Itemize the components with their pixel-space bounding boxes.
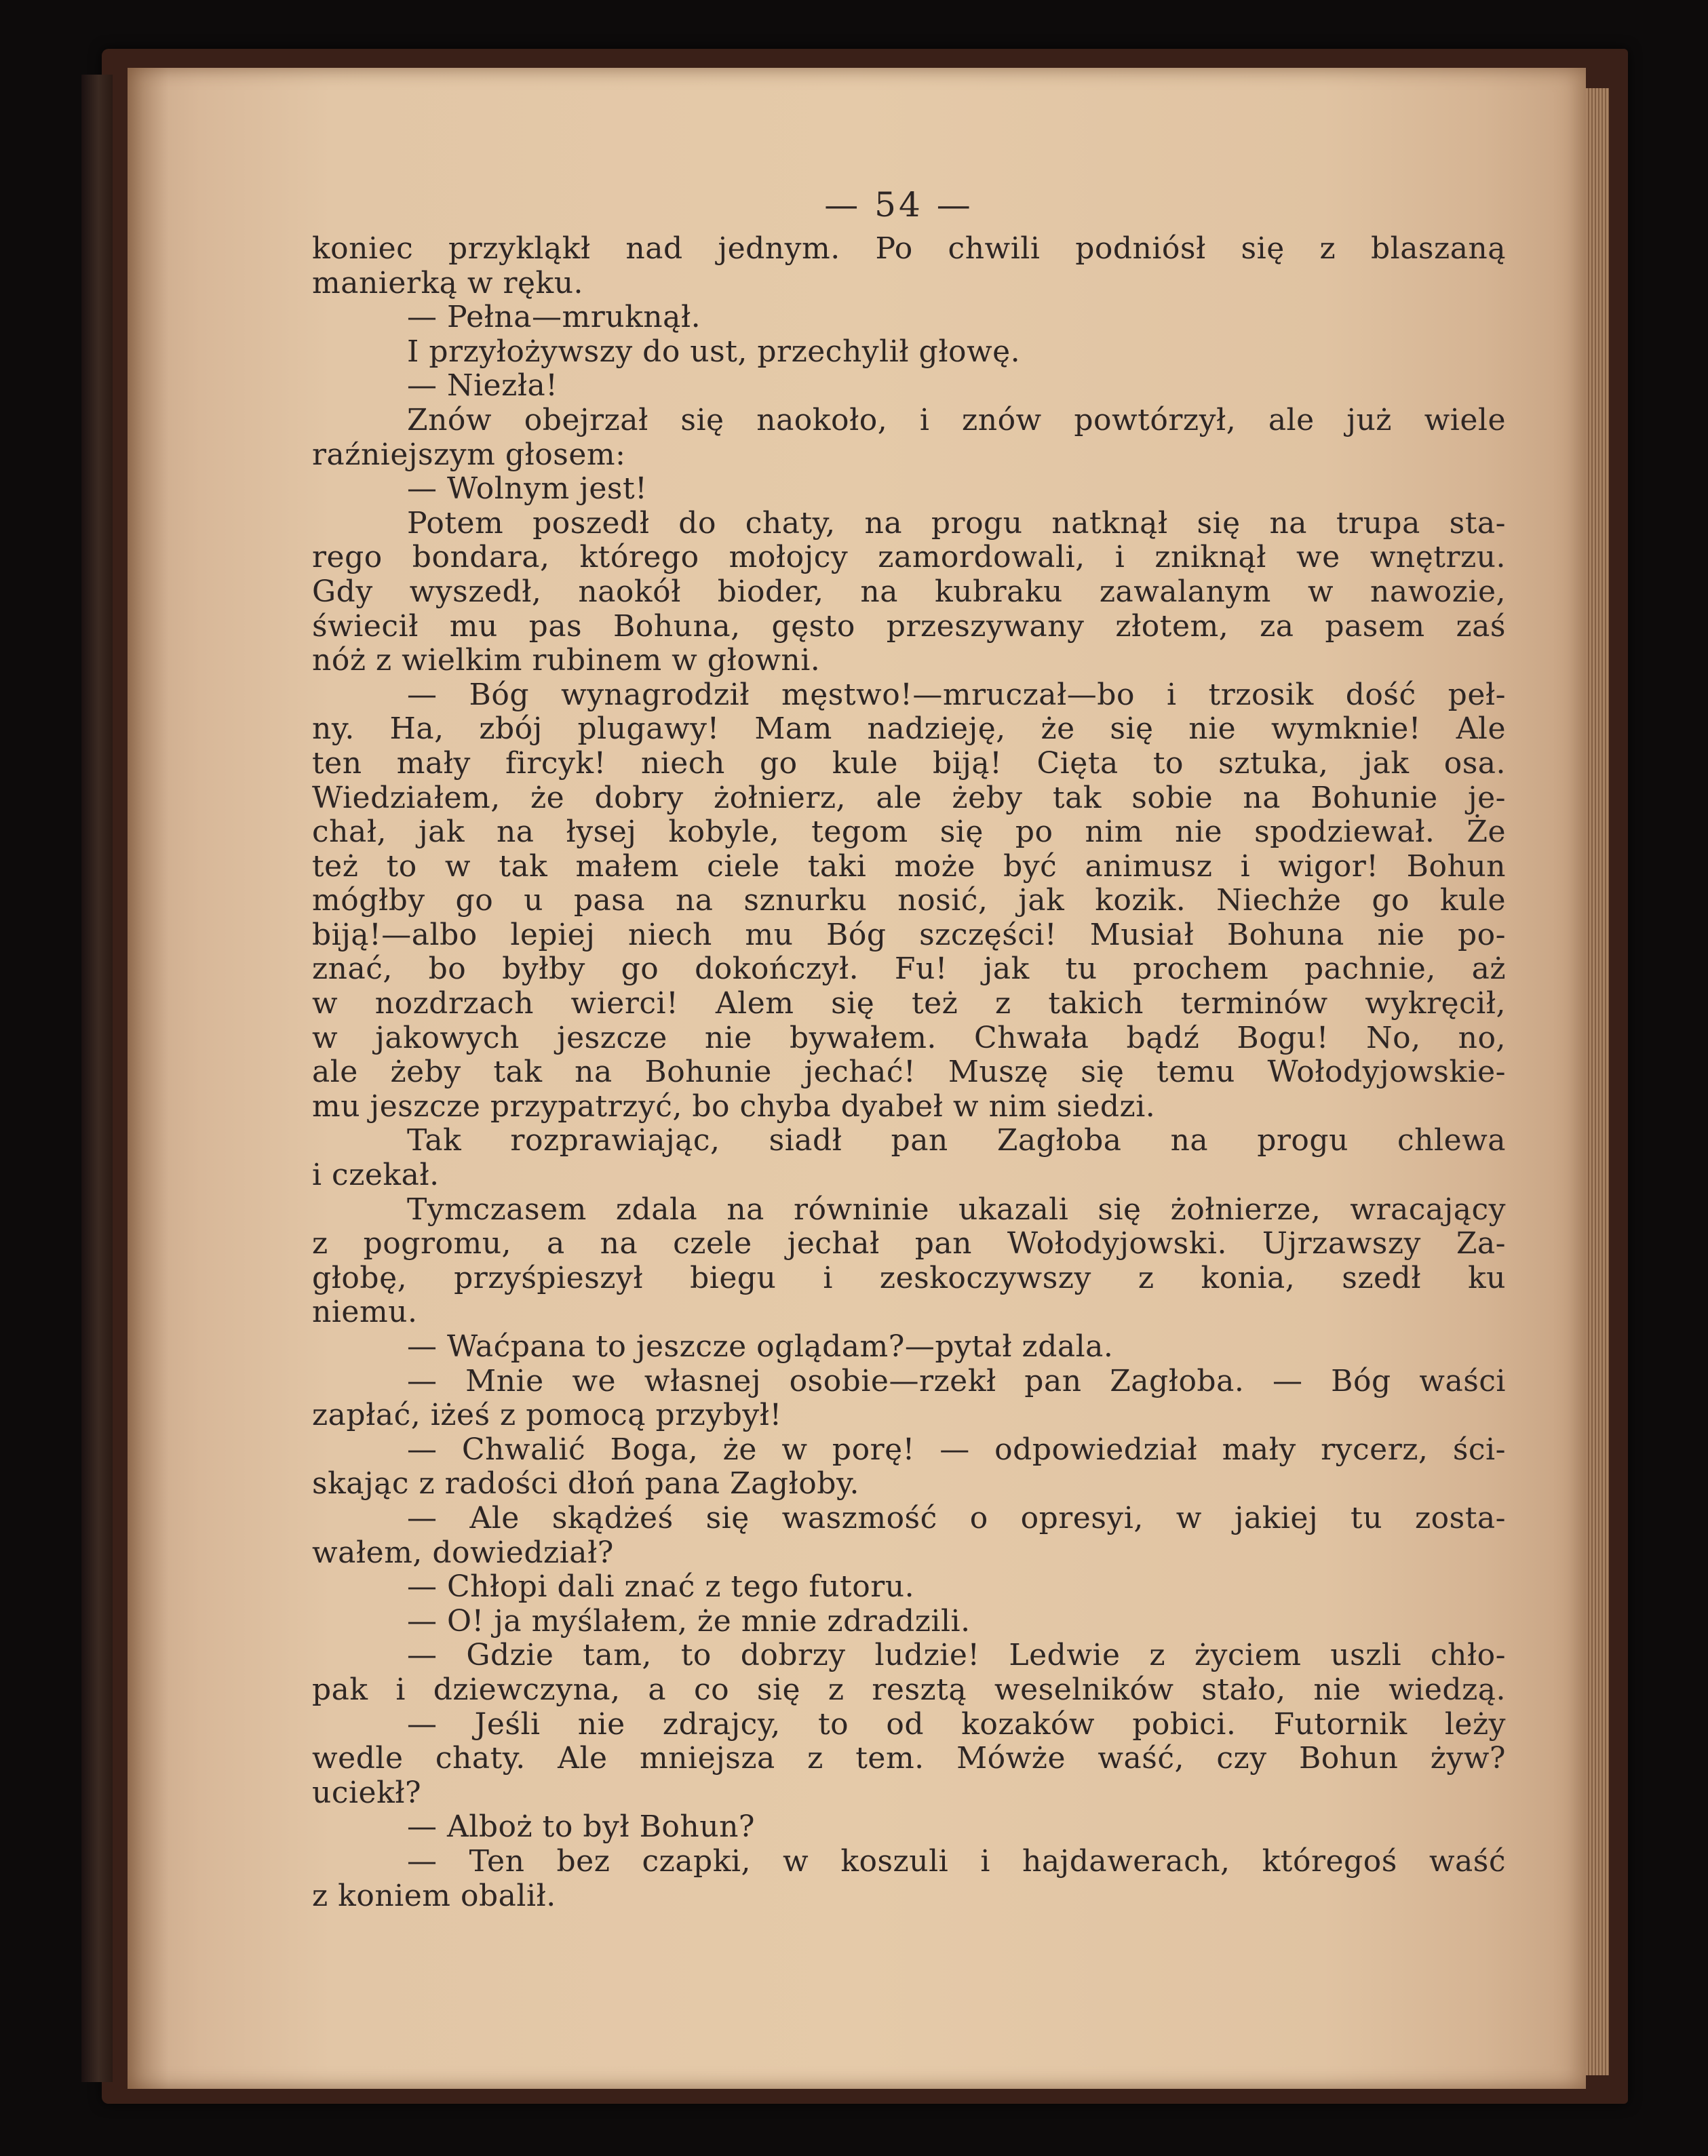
text-line: z pogromu, a na czele jechał pan Wołodyjowski. Ujrzawszy Za- [312, 1226, 1506, 1261]
text-line: ten mały fircyk! niech go kule biją! Cięta to sztuka, jak osa. [312, 745, 1506, 781]
text-line: Tak rozprawiając, siadł pan Zagłoba na progu chlewa [407, 1123, 1506, 1158]
page-stack-edges [1586, 88, 1609, 2075]
text-line: Wiedziałem, że dobry żołnierz, ale żeby tak sobie na Bohunie je- [312, 780, 1506, 815]
text-line: Potem poszedł do chaty, na progu natknął się na trupa sta- [407, 505, 1506, 541]
text-line: — Ale skądżeś się waszmość o opresyi, w jakiej tu zosta- [407, 1500, 1506, 1535]
page-gutter-shadow [128, 68, 168, 2089]
text-line: — Alboż to był Bohun? [407, 1809, 756, 1845]
text-line: wedle chaty. Ale mniejsza z tem. Mówże waść, czy Bohun żyw? [312, 1741, 1506, 1776]
text-line: głobę, przyśpieszył biegu i zeskoczywszy z konia, szedł ku [312, 1260, 1506, 1295]
text-line: ale żeby tak na Bohunie jechać! Muszę się temu Wołodyjowskie- [312, 1055, 1506, 1090]
text-line: pak i dziewczyna, a co się z resztą weselników stało, nie wiedzą. [312, 1672, 1506, 1707]
text-line: uciekł? [312, 1775, 422, 1810]
text-line: — Waćpana to jeszcze oglądam?—pytał zdala. [407, 1329, 1114, 1364]
text-line: — Chwalić Boga, że w porę! — odpowiedział mały rycerz, ści- [407, 1432, 1506, 1467]
text-line: też to w tak małem ciele taki może być animusz i wigor! Bohun [312, 848, 1506, 884]
text-line: manierką w ręku. [312, 265, 584, 300]
text-line: Tymczasem zdala na równinie ukazali się żołnierze, wracający [407, 1192, 1506, 1227]
text-line: — Chłopi dali znać z tego futoru. [407, 1569, 915, 1605]
text-line: biją!—albo lepiej niech mu Bóg szczęści! Musiał Bohuna nie po- [312, 917, 1506, 952]
text-line: i czekał. [312, 1158, 440, 1193]
text-line: w nozdrzach wierci! Alem się też z takich terminów wykręcił, [312, 986, 1506, 1021]
text-line: wałem, dowiedział? [312, 1535, 614, 1570]
text-line: I przyłożywszy do ust, przechylił głowę. [407, 334, 1021, 369]
page-text-block [312, 178, 1506, 1913]
text-line: Gdy wyszedł, naokół bioder, na kubraku zawalanym w nawozie, [312, 574, 1506, 609]
text-line: skając z radości dłoń pana Zagłoby. [312, 1466, 859, 1502]
text-line: Znów obejrzał się naokoło, i znów powtórzył, ale już wiele [407, 402, 1506, 437]
text-line: świecił mu pas Bohuna, gęsto przeszywany złotem, za pasem zaś [312, 608, 1506, 644]
text-line: koniec przykląkł nad jednym. Po chwili podniósł się z blaszaną [312, 231, 1506, 266]
text-line: mógłby go u pasa na sznurku nosić, jak kozik. Niechże go kule [312, 883, 1506, 918]
text-line: — Gdzie tam, to dobrzy ludzie! Ledwie z życiem uszli chło- [407, 1638, 1506, 1673]
text-line: rego bondara, którego mołojcy zamordowali, i zniknął we wnętrzu. [312, 540, 1506, 575]
page-number: — 54 — [824, 185, 973, 224]
text-line: — Jeśli nie zdrajcy, to od kozaków pobici. Futornik leży [407, 1706, 1506, 1742]
text-line: — Bóg wynagrodził męstwo!—mruczał—bo i trzosik dość peł- [407, 677, 1506, 712]
text-line: — O! ja myślałem, że mnie zdradzili. [407, 1603, 971, 1639]
text-line: ny. Ha, zbój plugawy! Mam nadzieję, że się nie wymknie! Ale [312, 711, 1506, 747]
text-line: raźniejszym głosem: [312, 437, 626, 472]
text-line: w jakowych jeszcze nie bywałem. Chwała bądź Bogu! No, no, [312, 1020, 1506, 1055]
book-spine [81, 75, 113, 2082]
text-line: znać, bo byłby go dokończył. Fu! jak tu prochem pachnie, aż [312, 952, 1506, 987]
text-line: — Ten bez czapki, w koszuli i hajdawerach, któregoś waść [407, 1843, 1506, 1879]
text-line: chał, jak na łysej kobyle, tegom się po nim nie spodziewał. Że [312, 815, 1506, 850]
text-line: — Mnie we własnej osobie—rzekł pan Zagłoba. — Bóg waści [407, 1363, 1506, 1398]
text-line: — Wolnym jest! [407, 471, 648, 507]
text-line: — Pełna—mruknął. [407, 300, 701, 335]
text-line: zapłać, iżeś z pomocą przybył! [312, 1398, 782, 1433]
text-line: nóż z wielkim rubinem w głowni. [312, 643, 821, 678]
text-line: z koniem obalił. [312, 1878, 556, 1913]
text-line: mu jeszcze przypatrzyć, bo chyba dyabeł w nim siedzi. [312, 1089, 1156, 1124]
text-lines [312, 232, 1506, 1913]
text-line: — Niezła! [407, 368, 558, 404]
text-line: niemu. [312, 1295, 418, 1330]
